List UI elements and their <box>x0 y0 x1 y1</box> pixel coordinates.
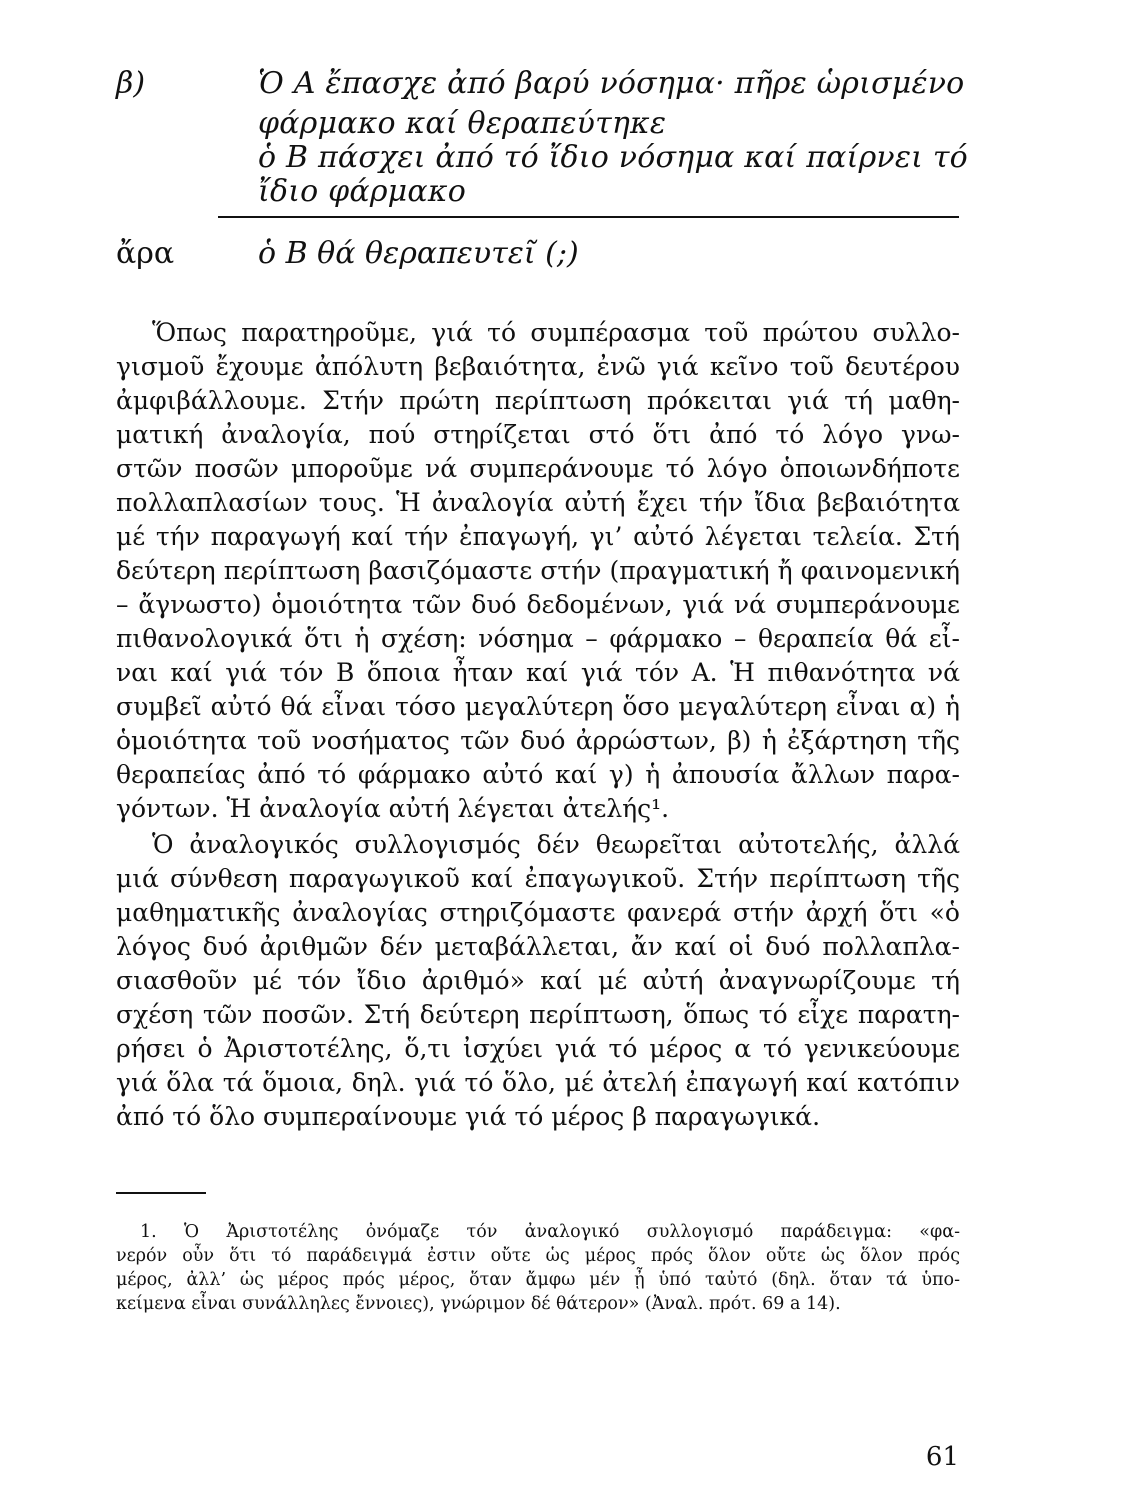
footnote-line: μέρος, ἀλλ’ ὡς μέρος πρός μέρος, ὅταν ἄμφω μέν ᾖ ὑπό ταὐτό (δηλ. ὅταν τά ὑπο- <box>116 1270 960 1290</box>
footnote-divider <box>116 1192 206 1194</box>
body-line: γισμοῦ ἔχουμε ἀπόλυτη βεβαιότητα, ἐνῶ γιά κεῖνο τοῦ δευτέρου <box>116 352 960 381</box>
body-line: ναι καί γιά τόν Β ὅποια ἦταν καί γιά τόν Α. Ἡ πιθανότητα νά <box>116 658 960 687</box>
body-line: σιασθοῦν μέ τόν ἴδιο ἀριθμό» καί μέ αὐτή ἀναγνωρίζουμε τή <box>116 966 960 995</box>
body-line: ἀπό τό ὅλο συμπεραίνουμε γιά τό μέρος β παραγωγικά. <box>116 1102 821 1131</box>
premise-line-1: Ὁ Α ἔπασχε ἀπό βαρύ νόσημα· πῆρε ὡρισμένο <box>258 66 965 101</box>
body-line: γόντων. Ἡ ἀναλογία αὐτή λέγεται ἀτελής¹. <box>116 794 670 823</box>
page-number: 61 <box>925 1442 959 1472</box>
body-line: ματική ἀναλογία, πού στηρίζεται στό ὅτι ἀπό τό λόγο γνω- <box>116 420 960 449</box>
footnote-line: νερόν οὖν ὅτι τό παράδειγμά ἐστιν οὔτε ὡς μέρος πρός ὅλον οὔτε ὡς ὅλον πρός <box>116 1246 960 1266</box>
body-line: συμβεῖ αὐτό θά εἶναι τόσο μεγαλύτερη ὅσο μεγαλύτερη εἶναι α) ἡ <box>116 692 960 721</box>
body-line: μιά σύνθεση παραγωγικοῦ καί ἐπαγωγικοῦ. Στήν περίπτωση τῆς <box>116 864 960 893</box>
syllogism-label: β) <box>116 66 146 101</box>
body-line: στῶν ποσῶν μποροῦμε νά συμπεράνουμε τό λόγο ὁποιωνδήποτε <box>116 454 960 483</box>
body-line: Ὅπως παρατηροῦμε, γιά τό συμπέρασμα τοῦ πρώτου συλλο- <box>152 318 960 347</box>
syllogism-divider <box>218 216 959 218</box>
body-line: λόγος δυό ἀριθμῶν δέν μεταβάλλεται, ἄν καί οἱ δυό πολλαπλα- <box>116 932 960 961</box>
premise-line-4: ἴδιο φάρμακο <box>258 174 466 209</box>
body-line: θεραπείας ἀπό τό φάρμακο αὐτό καί γ) ἡ ἀπουσία ἄλλων παρα- <box>116 760 960 789</box>
body-line: δεύτερη περίπτωση βασιζόμαστε στήν (πραγματική ἤ φαινομενική <box>116 556 960 585</box>
premise-line-3: ὁ Β πάσχει ἀπό τό ἴδιο νόσημα καί παίρνει τό <box>258 140 968 175</box>
footnote-line: 1. Ὁ Ἀριστοτέλης ὀνόμαζε τόν ἀναλογικό συλλογισμό παράδειγμα: «φα- <box>140 1222 960 1242</box>
body-line: Ὁ ἀναλογικός συλλογισμός δέν θεωρεῖται αὐτοτελής, ἀλλά <box>152 830 960 859</box>
body-line: ὁμοιότητα τοῦ νοσήματος τῶν δυό ἀρρώστων, β) ἡ ἐξάρτηση τῆς <box>116 726 960 755</box>
body-line: γιά ὅλα τά ὅμοια, δηλ. γιά τό ὅλο, μέ ἀτελή ἐπαγωγή καί κατόπιν <box>116 1068 960 1097</box>
body-line: ρήσει ὁ Ἀριστοτέλης, ὅ,τι ἰσχύει γιά τό μέρος α τό γενικεύουμε <box>116 1034 960 1063</box>
body-line: – ἄγνωστο) ὁμοιότητα τῶν δυό δεδομένων, γιά νά συμπεράνουμε <box>116 590 960 619</box>
body-line: πολλαπλασίων τους. Ἡ ἀναλογία αὐτή ἔχει τήν ἴδια βεβαιότητα <box>116 488 960 517</box>
syllogism-conclusion: ὁ Β θά θεραπευτεῖ (;) <box>258 236 579 271</box>
body-line: μαθηματικῆς ἀναλογίας στηριζόμαστε φανερά στήν ἀρχή ὅτι «ὁ <box>116 898 960 927</box>
body-line: πιθανολογικά ὅτι ἡ σχέση: νόσημα – φάρμακο – θεραπεία θά εἶ- <box>116 624 960 653</box>
body-line: μέ τήν παραγωγή καί τήν ἐπαγωγή, γι’ αὐτό λέγεται τελεία. Στή <box>116 522 960 551</box>
body-line: σχέση τῶν ποσῶν. Στή δεύτερη περίπτωση, ὅπως τό εἶχε παρατη- <box>116 1000 960 1029</box>
body-line: ἀμφιβάλλουμε. Στήν πρώτη περίπτωση πρόκειται γιά τή μαθη- <box>116 386 960 415</box>
premise-line-2: φάρμακο καί θεραπεύτηκε <box>258 106 667 141</box>
therefore-word: ἄρα <box>116 236 175 271</box>
footnote-line: κείμενα εἶναι συνάλληλες ἔννοιες), γνώριμον δέ θάτερον» (Ἀναλ. πρότ. 69 a 14). <box>116 1294 841 1314</box>
